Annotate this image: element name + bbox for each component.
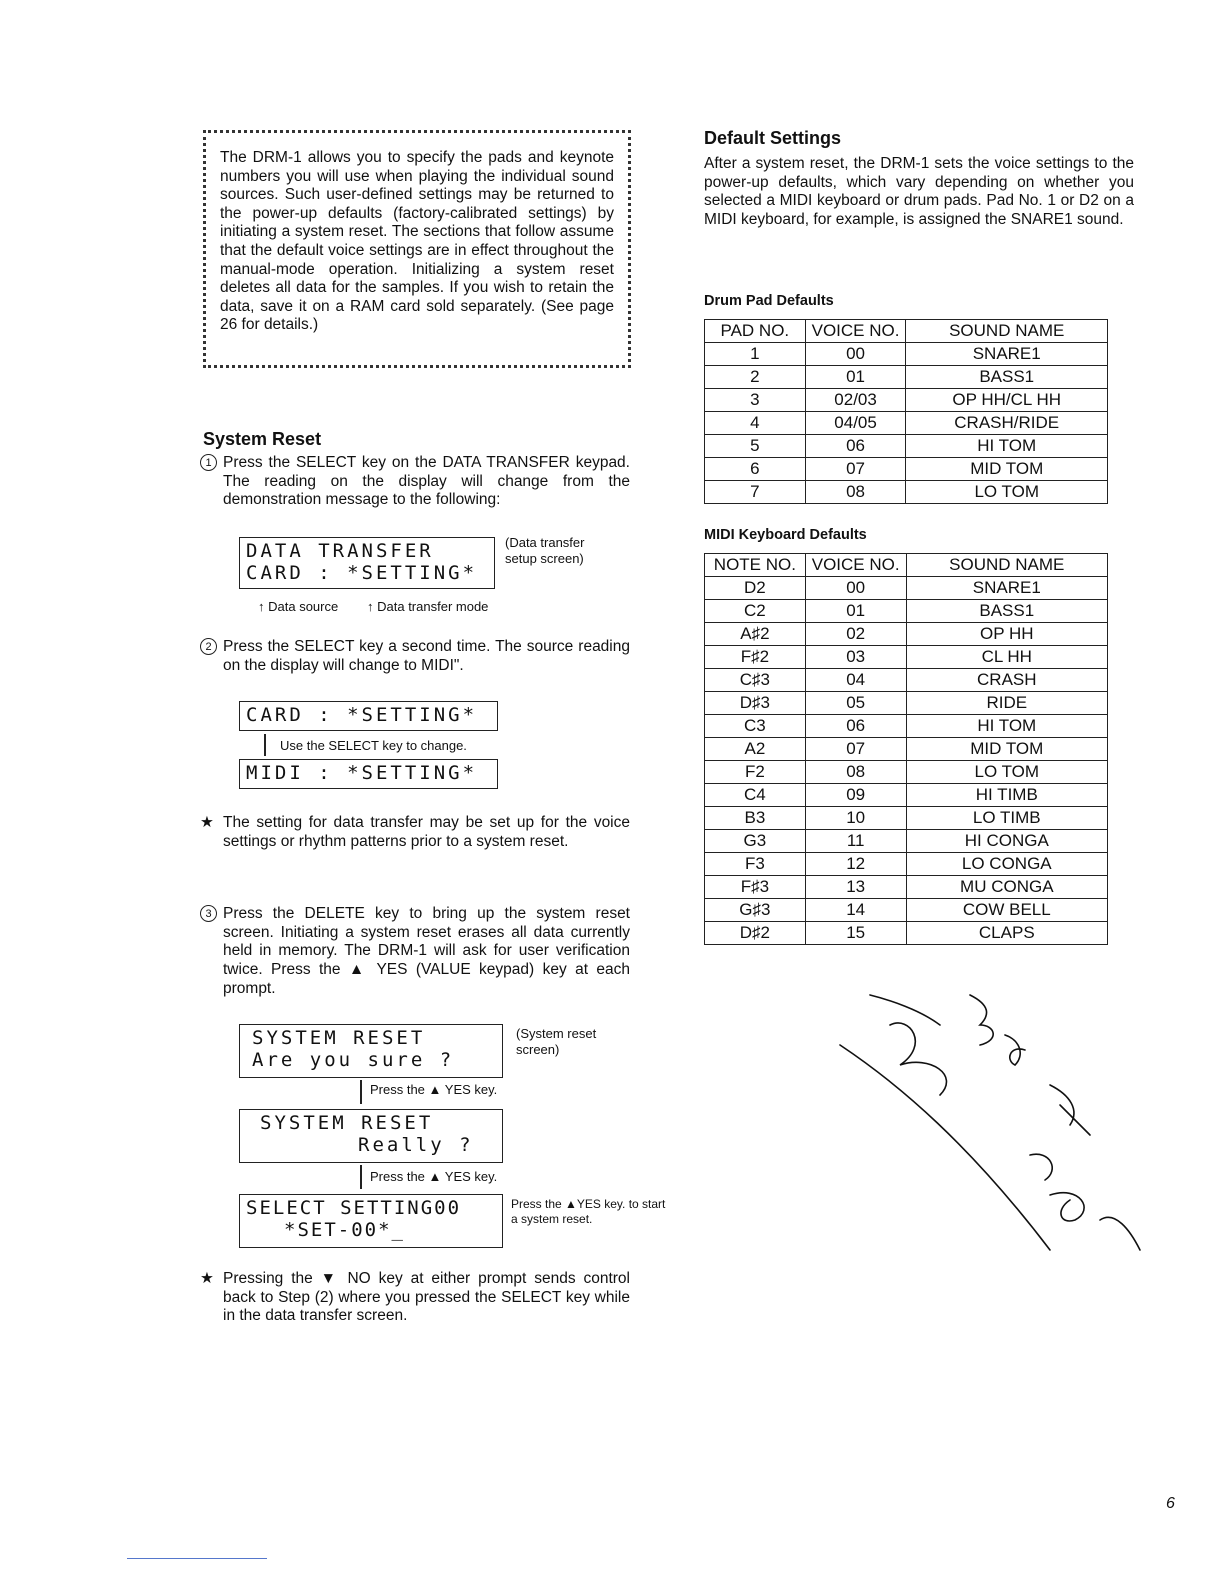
- table-cell: G♯3: [705, 899, 806, 922]
- lcd-line: Are you sure ?: [252, 1049, 455, 1071]
- note-box: [203, 130, 631, 368]
- table-cell: 5: [705, 435, 806, 458]
- midi-kb-title: MIDI Keyboard Defaults: [704, 527, 867, 543]
- table-cell: SNARE1: [906, 343, 1108, 366]
- table-cell: 12: [805, 853, 906, 876]
- table-row: [705, 481, 1108, 504]
- table-cell: C2: [705, 600, 806, 623]
- table-cell: 11: [805, 830, 906, 853]
- press-yes-2: Press the ▲ YES key.: [370, 1169, 498, 1184]
- step-2-number: 2: [200, 638, 217, 655]
- table-row: [705, 853, 1108, 876]
- table-row: [705, 412, 1108, 435]
- table-cell: C3: [705, 715, 806, 738]
- star-icon: ★: [200, 814, 214, 831]
- label-data-source-text: Data source: [268, 599, 339, 614]
- drum-pad-header-cell: SOUND NAME: [906, 320, 1108, 343]
- midi-kb-body: [705, 577, 1108, 945]
- table-cell: COW BELL: [906, 899, 1107, 922]
- table-cell: 4: [705, 412, 806, 435]
- midi-kb-table: [704, 553, 1108, 945]
- handwriting-scribble-icon: [820, 985, 1150, 1265]
- drum-pad-title: Drum Pad Defaults: [704, 293, 834, 309]
- table-cell: B3: [705, 807, 806, 830]
- step-1: [200, 454, 630, 510]
- step-1-text: Press the SELECT key on the DATA TRANSFER keypad. The reading on the display will change from the demonstration message to the following:: [223, 454, 630, 509]
- table-cell: HI TOM: [906, 435, 1108, 458]
- table-cell: MID TOM: [906, 458, 1108, 481]
- table-row: [705, 692, 1108, 715]
- table-row: [705, 807, 1108, 830]
- lcd-caption: (System reset screen): [516, 1026, 597, 1057]
- midi-kb-header-cell: NOTE NO.: [705, 554, 806, 577]
- lcd-line: *SET-00*_: [284, 1219, 405, 1241]
- down-arrow-icon: [360, 1080, 362, 1104]
- table-cell: C♯3: [705, 669, 806, 692]
- default-settings-heading: Default Settings: [704, 128, 842, 148]
- table-cell: 6: [705, 458, 806, 481]
- table-row: [705, 761, 1108, 784]
- table-cell: BASS1: [906, 600, 1107, 623]
- label-data-mode-text: Data transfer mode: [377, 599, 489, 614]
- system-reset-heading: System Reset: [203, 429, 322, 449]
- table-row: [705, 899, 1108, 922]
- page-number: 6: [1166, 1495, 1175, 1512]
- table-cell: F2: [705, 761, 806, 784]
- lcd-really: [239, 1109, 503, 1163]
- press-yes-1: Press the ▲ YES key.: [370, 1082, 498, 1097]
- midi-kb-header-cell: SOUND NAME: [906, 554, 1107, 577]
- table-row: [705, 669, 1108, 692]
- table-cell: MU CONGA: [906, 876, 1107, 899]
- lcd-caption: (Data transfer setup screen): [505, 535, 585, 566]
- drum-pad-body: [705, 343, 1108, 504]
- table-cell: 04: [805, 669, 906, 692]
- lcd-caption: Press the ▲YES key. to start a system reset.: [511, 1197, 666, 1226]
- lcd-select-setting: [239, 1194, 503, 1248]
- table-cell: HI TOM: [906, 715, 1107, 738]
- lcd-line: SYSTEM RESET: [252, 1027, 426, 1049]
- lcd-line: CARD : *SETTING*: [246, 562, 478, 584]
- note-box-text: The DRM-1 allows you to specify the pads and keynote numbers you will use when playing the individual sound sources. Such user-defined settings may be returned to the power-up defaults (factory-calibrated settings) by initiating a system reset. The sections that follow assume that the default voice settings are in effect throughout the manual-mode operation. Initializing a system reset deletes all data for the samples. If you wish to retain the data, save it on a RAM card sold separately. (See page 26 for details.): [220, 149, 614, 334]
- table-cell: 02/03: [805, 389, 906, 412]
- drum-pad-header-cell: VOICE NO.: [805, 320, 906, 343]
- step-3: [200, 905, 630, 999]
- table-cell: CRASH/RIDE: [906, 412, 1108, 435]
- down-arrow-icon: [264, 734, 266, 756]
- table-row: [705, 577, 1108, 600]
- lcd-line: SYSTEM RESET: [260, 1112, 434, 1134]
- table-cell: HI CONGA: [906, 830, 1107, 853]
- table-cell: D♯3: [705, 692, 806, 715]
- table-cell: G3: [705, 830, 806, 853]
- table-cell: 06: [805, 715, 906, 738]
- table-row: [705, 366, 1108, 389]
- step-2: [200, 638, 630, 675]
- table-cell: 08: [805, 481, 906, 504]
- table-cell: 05: [805, 692, 906, 715]
- midi-kb-header-cell: VOICE NO.: [805, 554, 906, 577]
- table-row: [705, 458, 1108, 481]
- table-cell: 7: [705, 481, 806, 504]
- table-row: [705, 623, 1108, 646]
- table-cell: 03: [805, 646, 906, 669]
- table-cell: A♯2: [705, 623, 806, 646]
- table-cell: 00: [805, 577, 906, 600]
- table-cell: CLAPS: [906, 922, 1107, 945]
- table-cell: LO TIMB: [906, 807, 1107, 830]
- table-cell: 07: [805, 738, 906, 761]
- table-row: [705, 830, 1108, 853]
- table-cell: 07: [805, 458, 906, 481]
- drum-pad-header-cell: PAD NO.: [705, 320, 806, 343]
- note-star-1: [200, 814, 630, 851]
- table-cell: LO CONGA: [906, 853, 1107, 876]
- table-cell: RIDE: [906, 692, 1107, 715]
- lcd-line: SELECT SETTING00: [246, 1197, 462, 1219]
- table-row: [705, 922, 1108, 945]
- table-cell: D2: [705, 577, 806, 600]
- table-cell: F3: [705, 853, 806, 876]
- step-2-text: Press the SELECT key a second time. The source reading on the display will change to MIDI".: [223, 638, 630, 674]
- table-cell: 01: [805, 600, 906, 623]
- table-cell: 02: [805, 623, 906, 646]
- table-cell: 06: [805, 435, 906, 458]
- lcd-system-reset: [239, 1024, 503, 1078]
- down-arrow-icon: [360, 1165, 362, 1189]
- table-row: [705, 389, 1108, 412]
- table-cell: 10: [805, 807, 906, 830]
- lcd-line: DATA TRANSFER: [246, 540, 434, 562]
- table-cell: F♯2: [705, 646, 806, 669]
- table-cell: 3: [705, 389, 806, 412]
- table-cell: F♯3: [705, 876, 806, 899]
- midi-kb-header-row: [705, 554, 1108, 577]
- table-row: [705, 646, 1108, 669]
- table-row: [705, 435, 1108, 458]
- lcd-line: Really ?: [358, 1134, 474, 1156]
- table-cell: CL HH: [906, 646, 1107, 669]
- table-cell: HI TIMB: [906, 784, 1107, 807]
- step-3-number: 3: [200, 905, 217, 922]
- table-cell: A2: [705, 738, 806, 761]
- note-star-1-text: The setting for data transfer may be set up for the voice settings or rhythm patterns prior to a system reset.: [223, 814, 630, 850]
- star-icon: ★: [200, 1270, 214, 1287]
- select-hint: Use the SELECT key to change.: [280, 738, 467, 753]
- table-row: [705, 600, 1108, 623]
- table-cell: 01: [805, 366, 906, 389]
- table-cell: LO TOM: [906, 761, 1107, 784]
- table-row: [705, 343, 1108, 366]
- table-cell: BASS1: [906, 366, 1108, 389]
- default-settings-text: After a system reset, the DRM-1 sets the voice settings to the power-up defaults, which vary depending on whether you selected a MIDI keyboard or drum pads. Pad No. 1 or D2 on a MIDI keyboard, for example, is assigned the SNARE1 sound.: [704, 155, 1134, 229]
- table-cell: SNARE1: [906, 577, 1107, 600]
- table-row: [705, 715, 1108, 738]
- lcd-card-setting: CARD : *SETTING*: [239, 701, 498, 731]
- table-row: [705, 784, 1108, 807]
- label-data-source: ↑ Data source: [258, 599, 339, 614]
- label-data-mode: ↑ Data transfer mode: [367, 599, 489, 614]
- table-cell: 2: [705, 366, 806, 389]
- table-row: [705, 876, 1108, 899]
- table-cell: CRASH: [906, 669, 1107, 692]
- table-row: [705, 738, 1108, 761]
- table-cell: 1: [705, 343, 806, 366]
- table-cell: 00: [805, 343, 906, 366]
- table-cell: MID TOM: [906, 738, 1107, 761]
- drum-pad-table: [704, 319, 1108, 504]
- table-cell: 14: [805, 899, 906, 922]
- lcd-midi-setting: MIDI : *SETTING*: [239, 759, 498, 789]
- table-cell: 08: [805, 761, 906, 784]
- table-cell: OP HH: [906, 623, 1107, 646]
- note-star-2: [200, 1270, 630, 1326]
- footer-rule: [127, 1558, 267, 1559]
- step-1-number: 1: [200, 454, 217, 471]
- table-cell: 09: [805, 784, 906, 807]
- note-star-2-text: Pressing the ▼ NO key at either prompt sends control back to Step (2) where you pressed the SELECT key while in the data transfer screen.: [223, 1270, 630, 1325]
- table-cell: 13: [805, 876, 906, 899]
- table-cell: LO TOM: [906, 481, 1108, 504]
- table-cell: C4: [705, 784, 806, 807]
- lcd-data-transfer: [239, 537, 495, 589]
- step-3-text: Press the DELETE key to bring up the system reset screen. Initiating a system reset erases all data currently held in memory. The DRM-1 will ask for user verification twice. Press the ▲ YES (VALUE keypad) key at each prompt.: [223, 905, 630, 997]
- table-cell: 04/05: [805, 412, 906, 435]
- table-cell: OP HH/CL HH: [906, 389, 1108, 412]
- drum-pad-header-row: [705, 320, 1108, 343]
- table-cell: 15: [805, 922, 906, 945]
- table-cell: D♯2: [705, 922, 806, 945]
